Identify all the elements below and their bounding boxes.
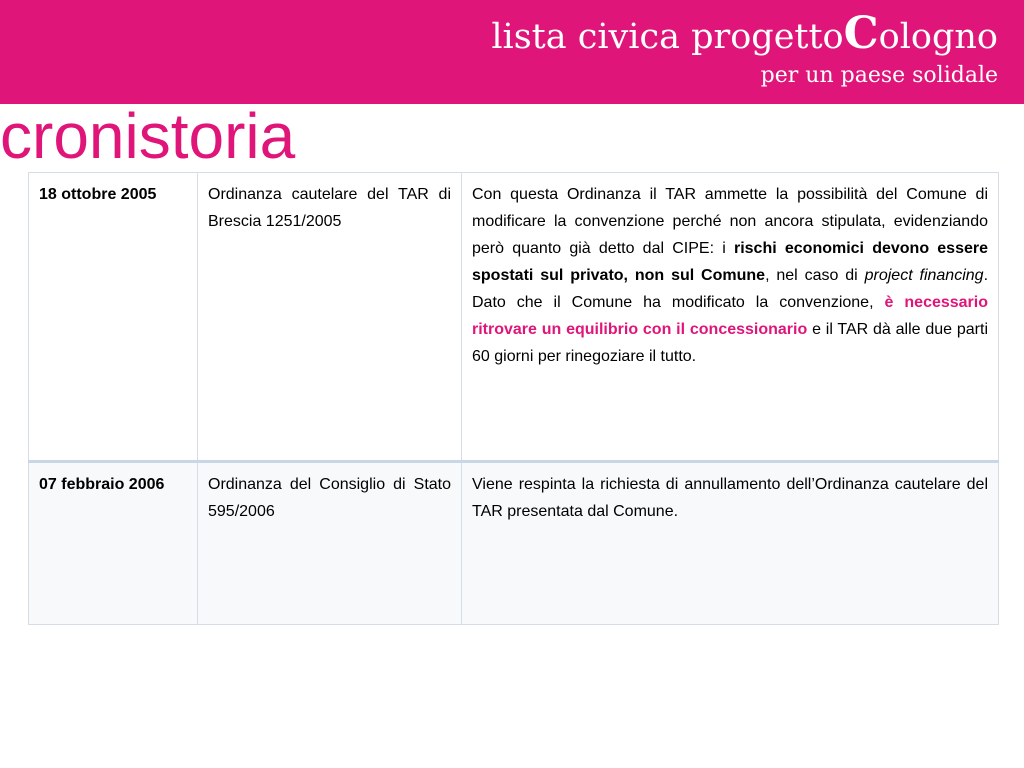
desc-text: Con questa Ordinanza il TAR ammette la possibilità del Comune di modificare la convenzione perché non ancora stipulata, evidenziando però quanto già detto dal CIPE: i xyxy=(472,186,988,257)
date-cell: 07 febbraio 2006 xyxy=(29,462,198,625)
page-title: cronistoria xyxy=(0,100,296,172)
desc-text: , nel caso di xyxy=(765,267,865,284)
brand-logo xyxy=(491,8,998,91)
desc-highlight-text: è necessario ritrovare un equilibrio con il concessionario xyxy=(472,294,989,338)
description-cell xyxy=(462,462,999,625)
brand-name xyxy=(491,8,998,59)
date-cell: 18 ottobre 2005 xyxy=(29,173,198,462)
desc-text: Viene respinta la richiesta di annullamento dell’Ordinanza cautelare del TAR presentata dal Comune. xyxy=(472,476,988,520)
brand-name-prefix: lista civica progetto xyxy=(491,17,844,57)
brand-name-c: C xyxy=(843,8,879,59)
desc-text: . Dato che il Comune ha modificato la convenzione, xyxy=(472,267,989,311)
desc-text: e il TAR dà alle due parti 60 giorni per rinegoziare il tutto. xyxy=(472,321,989,365)
table-row xyxy=(29,173,999,462)
table-row xyxy=(29,462,999,625)
desc-italic-text: project financing xyxy=(864,267,984,284)
brand-tagline: per un paese solidale xyxy=(760,63,998,88)
description-cell xyxy=(462,173,999,462)
act-cell: Ordinanza del Consiglio di Stato 595/2006 xyxy=(198,462,462,625)
act-cell: Ordinanza cautelare del TAR di Brescia 1251/2005 xyxy=(198,173,462,462)
timeline-table xyxy=(28,172,999,625)
desc-bold-text: rischi economici devono essere spostati sul privato, non sul Comune xyxy=(472,240,989,284)
brand-name-suffix: ologno xyxy=(878,17,998,57)
header-band xyxy=(0,0,1024,104)
